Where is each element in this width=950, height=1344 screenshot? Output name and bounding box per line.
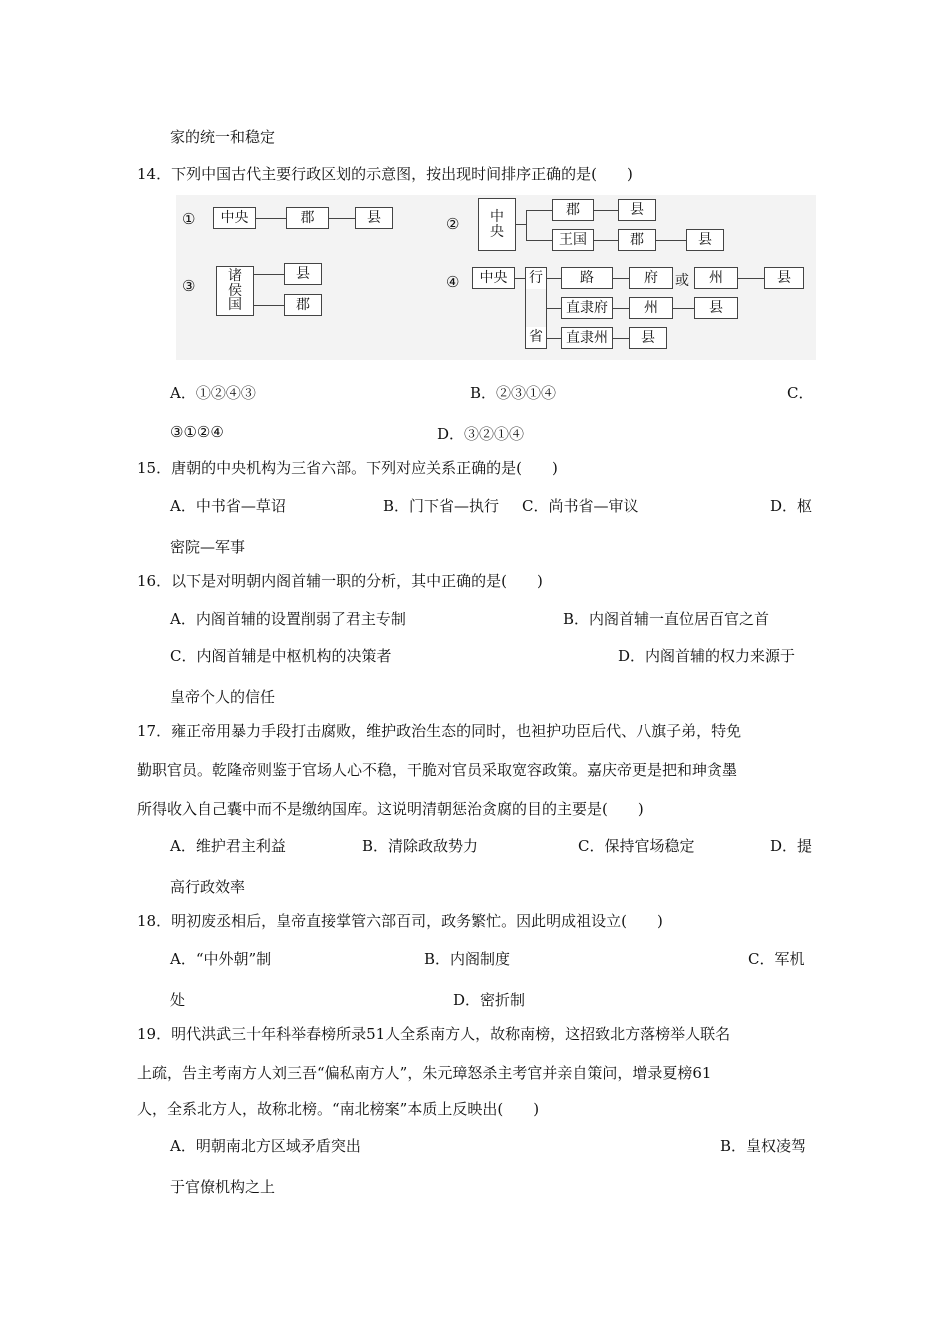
d2-stem: [516, 224, 526, 225]
d3-xian: 县: [284, 263, 322, 285]
d2-line-bottom: [526, 240, 552, 241]
q14-option-c-cont: ③①②④: [170, 423, 224, 441]
q14-option-c: C．: [787, 384, 814, 402]
d1-line-b: [329, 218, 355, 219]
label-1: ①: [182, 210, 196, 228]
question-18: 18．明初废丞相后，皇帝直接掌管六部百司，政务繁忙。因此明成祖设立( ): [137, 912, 663, 930]
q17-option-a: A．维护君主利益: [170, 837, 286, 855]
q15-option-c: C．尚书省—审议: [522, 497, 639, 515]
q14-option-a: A．①②④③: [170, 384, 256, 402]
d3-char-1: 诸: [228, 267, 242, 284]
q18-option-b: B．内阁制度: [424, 950, 511, 968]
d3-line-top: [254, 274, 284, 275]
q18-option-d: D．密折制: [453, 991, 526, 1009]
d2-jun-2: 郡: [618, 229, 656, 251]
d3-jun: 郡: [284, 294, 322, 316]
line-continuation: 家的统一和稳定: [170, 128, 276, 146]
d4-xian-1: 县: [764, 267, 804, 289]
d2-jun: 郡: [552, 199, 594, 221]
d4-fu: 府: [629, 267, 673, 289]
q14-option-b: B．②③①④: [470, 384, 557, 402]
d4-zhilizhou: 直隶州: [561, 327, 613, 349]
q15-option-b: B．门下省—执行: [383, 497, 500, 515]
d3-line-bottom: [254, 305, 284, 306]
q16-option-b: B．内阁首辅一直位居百官之首: [563, 610, 770, 628]
d4-line-a: [515, 278, 525, 279]
d3-char-3: 国: [228, 297, 242, 314]
d2-center: [478, 198, 516, 251]
d1-xian: 县: [355, 207, 393, 229]
d3-zhuhouguo: [216, 266, 254, 316]
q17-option-d: D．提: [770, 837, 813, 855]
question-19-line-1: 19．明代洪武三十年科举春榜所录51人全系南方人，故称南榜，这招致北方落榜举人联名: [137, 1025, 731, 1043]
d4-xing: 行: [525, 267, 547, 289]
d2-wangguo: 王国: [552, 229, 594, 251]
question-19-line-3: 人，全系北方人，故称北榜。“南北榜案”本质上反映出( ): [137, 1100, 540, 1118]
label-3: ③: [182, 277, 196, 295]
question-14: 14．下列中国古代主要行政区划的示意图，按出现时间排序正确的是( ): [137, 165, 633, 183]
q16-option-d: D．内阁首辅的权力来源于: [618, 647, 796, 665]
q15-option-a: A．中书省—草诏: [170, 497, 286, 515]
d4-line-e: [547, 308, 561, 309]
d2-xian-1: 县: [618, 199, 656, 221]
label-4: ④: [446, 273, 460, 291]
q19-option-b-cont: 于官僚机构之上: [170, 1178, 276, 1196]
q14-option-d: D．③②①④: [437, 425, 525, 443]
q19-option-a: A．明朝南北方区域矛盾突出: [170, 1137, 361, 1155]
q15-option-d-cont: 密院—军事: [170, 538, 246, 556]
d4-line-h: [547, 338, 561, 339]
d4-zhou-2: 州: [629, 297, 673, 319]
d4-xian-3: 县: [629, 327, 667, 349]
q16-option-c: C．内阁首辅是中枢机构的决策者: [170, 647, 392, 665]
d2-line-bottom-b: [594, 240, 618, 241]
q15-option-d: D．枢: [770, 497, 813, 515]
admin-division-diagram: [176, 195, 816, 360]
d2-branch: [526, 210, 527, 240]
question-16: 16．以下是对明朝内阁首辅一职的分析，其中正确的是( ): [137, 572, 543, 590]
d2-line-top-b: [594, 210, 618, 211]
q17-option-d-cont: 高行政效率: [170, 878, 246, 896]
question-17-line-1: 17．雍正帝用暴力手段打击腐败，维护政治生态的同时，也袒护功臣后代、八旗子弟，特免: [137, 722, 742, 740]
question-17-line-3: 所得收入自己囊中而不是缴纳国库。这说明清朝惩治贪腐的目的主要是( ): [137, 800, 644, 818]
d4-line-d: [738, 278, 764, 279]
d4-line-f: [613, 308, 629, 309]
d1-line-a: [256, 218, 286, 219]
d4-center: 中央: [472, 267, 515, 289]
d1-center: 中央: [213, 207, 256, 229]
d2-center-char-2: 央: [490, 223, 504, 240]
d2-center-char-1: 中: [490, 208, 504, 225]
question-15: 15．唐朝的中央机构为三省六部。下列对应关系正确的是( ): [137, 459, 558, 477]
q16-option-d-cont: 皇帝个人的信任: [170, 688, 276, 706]
d2-line-bottom-c: [656, 240, 686, 241]
d4-line-b: [547, 278, 561, 279]
d4-xian-2: 县: [694, 297, 738, 319]
q18-option-c: C．军机: [748, 950, 805, 968]
d4-line-c: [613, 278, 629, 279]
question-17-line-2: 勤职官员。乾隆帝则鉴于官场人心不稳，干脆对官员采取宽容政策。嘉庆帝更是把和珅贪墨: [137, 761, 738, 779]
d4-zhilifu: 直隶府: [561, 297, 613, 319]
q18-option-c-cont: 处: [170, 991, 186, 1009]
d1-jun: 郡: [286, 207, 329, 229]
question-19-line-2: 上疏，告主考南方人刘三吾“偏私南方人”，朱元璋怒杀主考官并亲自策问，增录夏榜61: [137, 1064, 712, 1082]
label-2: ②: [446, 215, 460, 233]
q17-option-c: C．保持官场稳定: [578, 837, 695, 855]
d2-xian-2: 县: [686, 229, 724, 251]
d2-line-top: [526, 210, 552, 211]
d4-line-i: [613, 338, 629, 339]
d4-sheng: 省: [525, 327, 547, 349]
d4-huo: 或: [675, 273, 689, 289]
q18-option-a: A．“中外朝”制: [170, 950, 272, 968]
q19-option-b: B．皇权凌驾: [720, 1137, 807, 1155]
d4-line-g: [673, 308, 694, 309]
d4-zhou: 州: [694, 267, 738, 289]
d4-lu: 路: [561, 267, 613, 289]
d3-char-2: 侯: [228, 282, 242, 299]
q16-option-a: A．内阁首辅的设置削弱了君主专制: [170, 610, 406, 628]
q17-option-b: B．清除政敌势力: [362, 837, 479, 855]
